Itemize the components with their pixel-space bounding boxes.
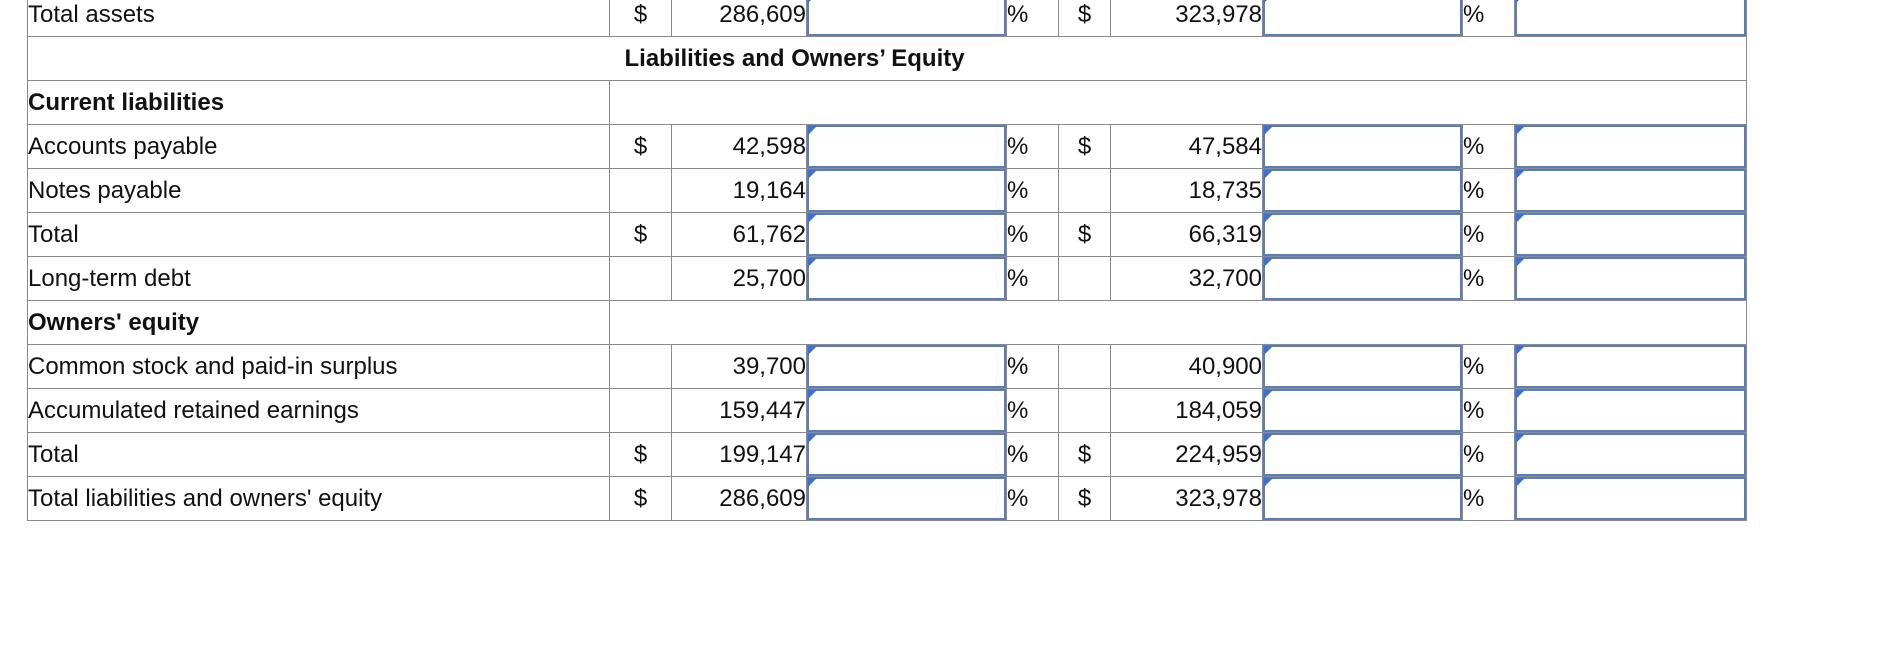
value-year1: 61,762 bbox=[672, 213, 807, 257]
answer-cell[interactable] bbox=[807, 257, 1007, 301]
table-row-long-term-debt bbox=[28, 257, 1747, 301]
value-year2: 323,978 bbox=[1111, 477, 1263, 521]
spacer-cell bbox=[610, 301, 1747, 345]
value-year1: 25,700 bbox=[672, 257, 807, 301]
currency-sign: $ bbox=[1059, 213, 1111, 257]
currency-sign: $ bbox=[610, 433, 672, 477]
answer-input[interactable] bbox=[1263, 477, 1462, 520]
row-label: Total bbox=[28, 213, 610, 257]
answer-cell[interactable] bbox=[807, 169, 1007, 213]
row-label: Notes payable bbox=[28, 169, 610, 213]
table-row-total-liabilities-equity bbox=[28, 477, 1747, 521]
answer-cell[interactable] bbox=[1515, 345, 1747, 389]
answer-input[interactable] bbox=[1515, 477, 1746, 520]
percent-sign: % bbox=[1463, 389, 1515, 433]
percent-sign: % bbox=[1463, 125, 1515, 169]
value-year2: 47,584 bbox=[1111, 125, 1263, 169]
table-row-accounts-payable bbox=[28, 125, 1747, 169]
row-label: Total liabilities and owners' equity bbox=[28, 477, 610, 521]
answer-cell[interactable] bbox=[1263, 389, 1463, 433]
answer-cell[interactable] bbox=[807, 213, 1007, 257]
percent-sign: % bbox=[1007, 389, 1059, 433]
table-row-total-assets bbox=[28, 0, 1747, 37]
answer-input[interactable] bbox=[807, 213, 1006, 256]
answer-cell[interactable] bbox=[807, 433, 1007, 477]
answer-cell[interactable] bbox=[1263, 169, 1463, 213]
value-year1: 19,164 bbox=[672, 169, 807, 213]
percent-sign: % bbox=[1463, 477, 1515, 521]
value-year1: 199,147 bbox=[672, 433, 807, 477]
currency-sign: $ bbox=[610, 0, 672, 37]
value-year2: 66,319 bbox=[1111, 213, 1263, 257]
percent-sign: % bbox=[1463, 0, 1515, 37]
answer-input[interactable] bbox=[807, 389, 1006, 432]
answer-input[interactable] bbox=[1263, 389, 1462, 432]
answer-input[interactable] bbox=[1515, 433, 1746, 476]
answer-cell[interactable] bbox=[1515, 169, 1747, 213]
spacer-cell bbox=[1263, 37, 1747, 81]
answer-input[interactable] bbox=[1515, 345, 1746, 388]
value-year1: 159,447 bbox=[672, 389, 807, 433]
value-year2: 323,978 bbox=[1111, 0, 1263, 37]
answer-cell[interactable] bbox=[1515, 433, 1747, 477]
percent-sign: % bbox=[1463, 345, 1515, 389]
spacer-cell bbox=[610, 81, 1747, 125]
row-label: Total assets bbox=[28, 0, 610, 37]
section-title-row bbox=[28, 37, 1747, 81]
currency-sign: $ bbox=[1059, 477, 1111, 521]
percent-sign: % bbox=[1007, 433, 1059, 477]
row-label: Long-term debt bbox=[28, 257, 610, 301]
answer-input[interactable] bbox=[807, 257, 1006, 300]
percent-sign: % bbox=[1463, 213, 1515, 257]
empty-cell bbox=[1059, 169, 1111, 213]
row-label: Accumulated retained earnings bbox=[28, 389, 610, 433]
current-liabilities-heading-row bbox=[28, 81, 1747, 125]
answer-input[interactable] bbox=[1515, 389, 1746, 432]
answer-cell[interactable] bbox=[807, 477, 1007, 521]
answer-cell[interactable] bbox=[1263, 477, 1463, 521]
answer-input[interactable] bbox=[807, 477, 1006, 520]
value-year1: 39,700 bbox=[672, 345, 807, 389]
table-row-owners-equity-total bbox=[28, 433, 1747, 477]
currency-sign: $ bbox=[610, 213, 672, 257]
currency-sign: $ bbox=[1059, 0, 1111, 37]
answer-cell[interactable] bbox=[1263, 433, 1463, 477]
answer-cell[interactable] bbox=[1263, 345, 1463, 389]
currency-sign: $ bbox=[1059, 433, 1111, 477]
owners-equity-heading-row bbox=[28, 301, 1747, 345]
answer-cell[interactable] bbox=[807, 125, 1007, 169]
empty-cell bbox=[610, 389, 672, 433]
percent-sign: % bbox=[1007, 169, 1059, 213]
section-title: Liabilities and Owners’ Equity bbox=[610, 37, 1263, 81]
percent-sign: % bbox=[1463, 169, 1515, 213]
answer-input[interactable] bbox=[1515, 257, 1746, 300]
table-row-retained-earnings bbox=[28, 389, 1747, 433]
percent-sign: % bbox=[1007, 477, 1059, 521]
value-year2: 18,735 bbox=[1111, 169, 1263, 213]
percent-sign: % bbox=[1007, 0, 1059, 37]
answer-input[interactable] bbox=[1515, 125, 1746, 168]
empty-cell bbox=[1059, 257, 1111, 301]
current-liabilities-heading: Current liabilities bbox=[28, 81, 610, 125]
row-label: Accounts payable bbox=[28, 125, 610, 169]
row-label: Common stock and paid-in surplus bbox=[28, 345, 610, 389]
answer-cell[interactable] bbox=[1263, 125, 1463, 169]
answer-cell[interactable] bbox=[1515, 0, 1747, 37]
answer-input[interactable] bbox=[807, 169, 1006, 212]
percent-sign: % bbox=[1007, 345, 1059, 389]
value-year2: 224,959 bbox=[1111, 433, 1263, 477]
percent-sign: % bbox=[1007, 257, 1059, 301]
value-year1: 286,609 bbox=[672, 477, 807, 521]
answer-input[interactable] bbox=[807, 0, 1006, 36]
answer-input[interactable] bbox=[1515, 213, 1746, 256]
answer-input[interactable] bbox=[807, 433, 1006, 476]
percent-sign: % bbox=[1463, 257, 1515, 301]
value-year1: 286,609 bbox=[672, 0, 807, 37]
table-row-notes-payable bbox=[28, 169, 1747, 213]
currency-sign: $ bbox=[610, 125, 672, 169]
percent-sign: % bbox=[1007, 213, 1059, 257]
currency-sign: $ bbox=[610, 477, 672, 521]
spacer-cell bbox=[28, 37, 610, 81]
value-year1: 42,598 bbox=[672, 125, 807, 169]
table-row-current-liabilities-total bbox=[28, 213, 1747, 257]
balance-sheet-table bbox=[27, 0, 1747, 521]
answer-cell[interactable] bbox=[807, 389, 1007, 433]
row-label: Total bbox=[28, 433, 610, 477]
answer-cell[interactable] bbox=[1515, 213, 1747, 257]
empty-cell bbox=[610, 257, 672, 301]
answer-input[interactable] bbox=[1263, 257, 1462, 300]
answer-cell[interactable] bbox=[807, 0, 1007, 37]
empty-cell bbox=[1059, 345, 1111, 389]
answer-input[interactable] bbox=[1263, 0, 1462, 36]
answer-input[interactable] bbox=[1263, 169, 1462, 212]
value-year2: 40,900 bbox=[1111, 345, 1263, 389]
answer-cell[interactable] bbox=[1263, 213, 1463, 257]
answer-cell[interactable] bbox=[1263, 257, 1463, 301]
value-year2: 184,059 bbox=[1111, 389, 1263, 433]
table-row-common-stock bbox=[28, 345, 1747, 389]
answer-cell[interactable] bbox=[1515, 477, 1747, 521]
percent-sign: % bbox=[1007, 125, 1059, 169]
answer-cell[interactable] bbox=[1263, 0, 1463, 37]
answer-input[interactable] bbox=[1263, 345, 1462, 388]
answer-input[interactable] bbox=[807, 125, 1006, 168]
empty-cell bbox=[610, 345, 672, 389]
answer-cell[interactable] bbox=[1515, 389, 1747, 433]
answer-cell[interactable] bbox=[807, 345, 1007, 389]
answer-input[interactable] bbox=[1263, 125, 1462, 168]
owners-equity-heading: Owners' equity bbox=[28, 301, 610, 345]
answer-cell[interactable] bbox=[1515, 257, 1747, 301]
percent-sign: % bbox=[1463, 433, 1515, 477]
value-year2: 32,700 bbox=[1111, 257, 1263, 301]
answer-input[interactable] bbox=[1263, 433, 1462, 476]
empty-cell bbox=[610, 169, 672, 213]
answer-input[interactable] bbox=[807, 345, 1006, 388]
answer-input[interactable] bbox=[1515, 0, 1746, 36]
currency-sign: $ bbox=[1059, 125, 1111, 169]
empty-cell bbox=[1059, 389, 1111, 433]
answer-cell[interactable] bbox=[1515, 125, 1747, 169]
answer-input[interactable] bbox=[1263, 213, 1462, 256]
answer-input[interactable] bbox=[1515, 169, 1746, 212]
